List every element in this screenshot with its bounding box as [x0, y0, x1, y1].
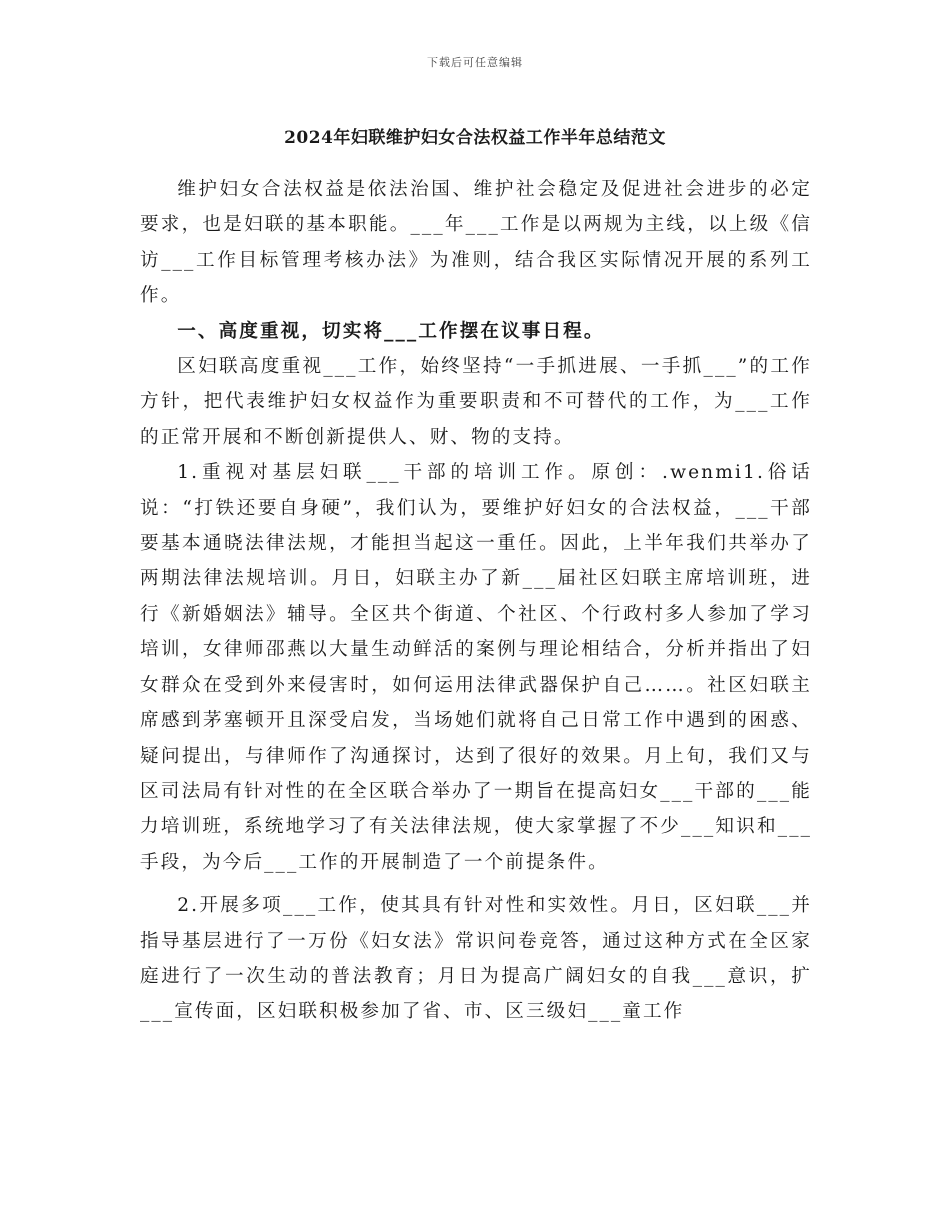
- paragraph-item-1: 1.重视对基层妇联___干部的培训工作。原创：.wenmi1.俗话说：“打铁还要自身硬”，我们认为，要维护好妇女的合法权益，___干部要基本通晓法律法规，才能担当起这一重任。因此，上半年我们共举办了两期法律法规培训。月日，妇联主办了新___届社区妇联主席培训班，进行《新婚姻法》辅导。全区共个街道、个社区、个行政村多人参加了学习培训，女律师邵燕以大量生动鲜活的案例与理论相结合，分析并指出了妇女群众在受到外来侵害时，如何运用法律武器保护自己……。社区妇联主席感到茅塞顿开且深受启发，当场她们就将自己日常工作中遇到的困惑、疑问提出，与律师作了沟通探讨，达到了很好的效果。月上旬，我们又与区司法局有针对性的在全区联合举办了一期旨在提高妇女___干部的___能力培训班，系统地学习了有关法律法规，使大家掌握了不少___知识和___手段，为今后___工作的开展制造了一个前提条件。: [140, 462, 812, 873]
- section-heading-1: 一、高度重视，切实将___工作摆在议事日程。: [177, 320, 605, 342]
- paragraph-intro: 维护妇女合法权益是依法治国、维护社会稳定及促进社会进步的必定要求，也是妇联的基本职能。___年___工作是以两规为主线，以上级《信访___工作目标管理考核办法》为准则，结合我区实际情况开展的系列工作。: [140, 179, 812, 307]
- paragraph-section-1: 区妇联高度重视___工作，始终坚持“一手抓进展、一手抓___”的工作方针，把代表维护妇女权益作为重要职责和不可替代的工作，为___工作的正常开展和不断创新提供人、财、物的支持。: [140, 356, 812, 448]
- paragraph-item-2: 2.开展多项___工作，使其具有针对性和实效性。月日，区妇联___并指导基层进行了一万份《妇女法》常识问卷竞答，通过这种方式在全区家庭进行了一次生动的普法教育；月日为提高广阔妇女的自我___意识，扩___宣传面，区妇联积极参加了省、市、区三级妇___童工作: [140, 895, 812, 1023]
- document-title: 2024年妇联维护妇女合法权益工作半年总结范文: [284, 128, 666, 148]
- header-note: 下载后可任意编辑: [427, 56, 523, 69]
- document-body: [140, 172, 812, 1030]
